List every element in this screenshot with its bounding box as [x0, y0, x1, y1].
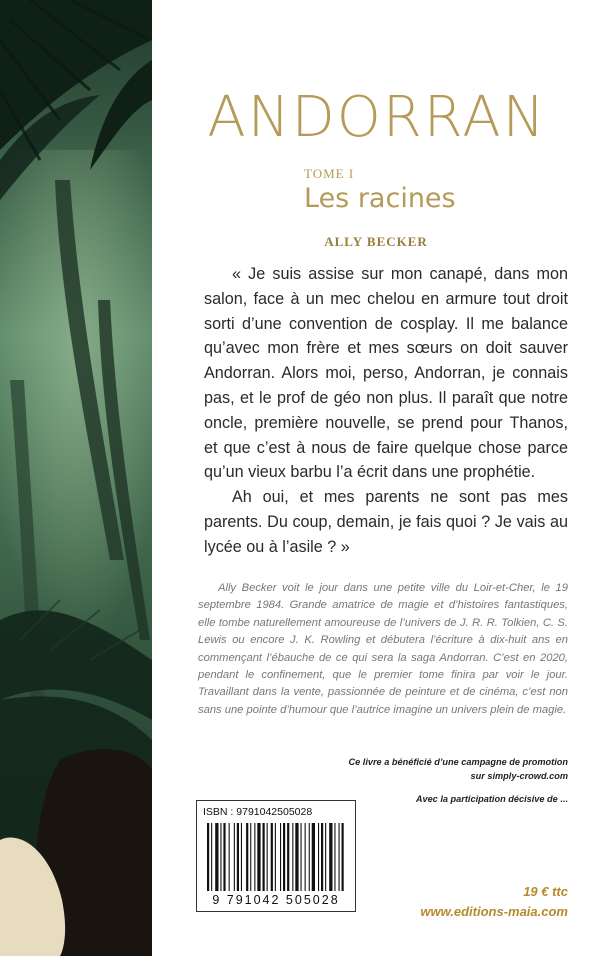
barcode-bar	[250, 823, 251, 891]
barcode-bar	[254, 823, 255, 891]
author-name: ALLY BECKER	[324, 234, 428, 249]
cover-jungle-illustration	[0, 0, 152, 956]
barcode-bar	[287, 823, 289, 891]
barcode-bar	[263, 823, 265, 891]
barcode-bar	[334, 823, 335, 891]
blurb-paragraph: « Je suis assise sur mon canapé, dans mon salon, face à un mec chelou en armure tout droit sorti d’une convention de cosplay. Il me balance qu’avec mon frère et mes sœurs on doit sauver Andorran. Alors moi, perso, Andorran, je connais pas, et le prof de géo non plus. Il paraît que notre oncle, première nouvelle, se prend pour Thanos, et que c’est à nous de faire quelque chose parce qu’un vieux barbu l’a écrit dans une prophétie.	[204, 265, 568, 482]
barcode-bar	[339, 823, 340, 891]
barcode-bar	[280, 823, 281, 891]
barcode-bar	[257, 823, 260, 891]
blurb-paragraph: Ah oui, et mes parents ne sont pas mes parents. Du coup, demain, je fais quoi ? Je vais au lycée ou à l’asile ? »	[204, 488, 568, 556]
barcode-bar	[329, 823, 332, 891]
promotion-line: Ce livre a bénéficié d’une campagne de promotion	[348, 757, 568, 767]
barcode-bar	[295, 823, 298, 891]
back-cover-blurb	[204, 262, 568, 560]
barcode-bar	[220, 823, 221, 891]
author-bio	[198, 580, 568, 719]
participation-note: Avec la participation décisive de ...	[415, 794, 568, 804]
barcode-bar	[211, 823, 212, 891]
barcode-bar	[301, 823, 302, 891]
book-subtitle: Les racines	[304, 183, 456, 214]
promotion-line: sur simply-crowd.com	[470, 771, 568, 781]
barcode-bar	[241, 823, 242, 891]
barcode-bar	[318, 823, 319, 891]
barcode-box	[196, 800, 356, 912]
barcode-bar	[246, 823, 248, 891]
barcode-icon	[203, 823, 349, 891]
barcode-bar	[305, 823, 306, 891]
price: 19 € ttc	[523, 884, 568, 899]
barcode-bar	[275, 823, 276, 891]
barcode-bar	[321, 823, 323, 891]
author-bio-text: Ally Becker voit le jour dans une petite ville du Loir-et-Cher, le 19 septembre 1984. Grande amatrice de magie et d’histoires fantastiques, elle tombe naturellement amoureuse de l’univers de J. R. R. Tolkien, C. S. Lewis ou encore J. K. Rowling et débutera l’écriture à dix-huit ans en commençant l’ébauche de ce qui sera la saga Andorran. C’est en 2020, pendant le confinement, que le premier tome finira par voir le jour. Travaillant dans la vente, passionnée de peinture et de cinéma, c’est non sans une pointe d’humour que l’autrice imagine un univers plein de magie.	[198, 582, 568, 716]
barcode-bar	[223, 823, 225, 891]
isbn-label: ISBN : 9791042505028	[203, 806, 313, 818]
barcode-bar	[234, 823, 235, 891]
book-title: ANDORRAN	[207, 85, 547, 150]
barcode-bar	[207, 823, 209, 891]
publisher-website[interactable]: www.editions-maia.com	[420, 904, 568, 919]
barcode-bar	[229, 823, 230, 891]
promotion-note	[338, 755, 568, 783]
tome-label: TOME I	[304, 166, 355, 181]
back-cover	[152, 0, 600, 956]
barcode-bar	[309, 823, 310, 891]
barcode-bar	[215, 823, 218, 891]
barcode-bar	[312, 823, 315, 891]
barcode-bar	[325, 823, 326, 891]
barcode-bar	[342, 823, 344, 891]
barcode-bar	[292, 823, 293, 891]
barcode-bar	[271, 823, 273, 891]
barcode-digits: 9 791042 505028	[212, 893, 340, 907]
barcode-bar	[237, 823, 239, 891]
barcode-bar	[267, 823, 268, 891]
barcode-bar	[283, 823, 285, 891]
